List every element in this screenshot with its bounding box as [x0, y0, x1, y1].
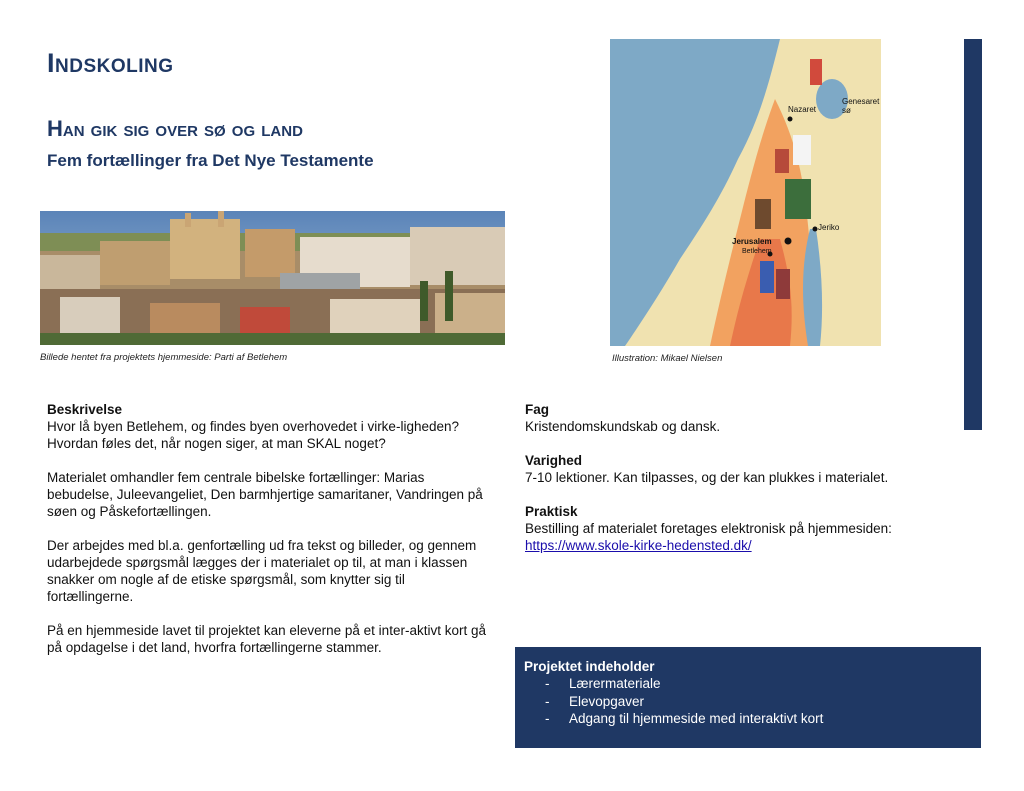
list-item: - Adgang til hjemmeside med interaktivt kort	[545, 711, 824, 726]
page-title: Han gik sig over sø og land	[47, 116, 303, 141]
beskrivelse-label: Beskrivelse	[47, 402, 123, 417]
bethlehem-photo	[40, 211, 505, 345]
varighed-label: Varighed	[525, 453, 583, 468]
map-label-nazaret: Nazaret	[788, 105, 817, 114]
description-p1: Hvor lå byen Betlehem, og findes byen overhovedet i virke-ligheden? Hvordan føles det, når nogen siger, at man SKAL noget?	[47, 419, 459, 451]
contents-list	[545, 675, 823, 728]
page-subtitle: Fem fortællinger fra Det Nye Testamente	[47, 151, 374, 170]
map-label-jeriko: Jeriko	[818, 223, 840, 232]
list-item-text: Elevopgaver	[569, 693, 645, 709]
praktisk-label: Praktisk	[525, 504, 578, 519]
map-label-genesaret: Genesaret sø	[842, 97, 880, 115]
contents-box-title: Projektet indeholder	[524, 659, 655, 674]
description-p3: Der arbejdes med bl.a. genfortælling ud fra tekst og billeder, og gennem udarbejdede spørgsmål lægges der i materialet op til, at man i klassen snakker om nogle af de etiske spørgsmål, som knytter sig til fortællingerne.	[47, 538, 477, 604]
map-illustration	[610, 39, 881, 346]
category-heading: Indskoling	[47, 48, 174, 78]
contents-box	[515, 647, 981, 748]
photo-caption: Billede hentet fra projektets hjemmeside: Parti af Betlehem	[40, 352, 288, 363]
description-column	[47, 401, 490, 673]
praktisk-text: Bestilling af materialet foretages elektronisk på hjemmesiden:	[525, 521, 892, 536]
fag-label: Fag	[525, 402, 550, 417]
website-link[interactable]: https://www.skole-kirke-hedensted.dk/	[525, 538, 752, 553]
list-item: - Lærermateriale	[545, 676, 661, 691]
varighed-text: 7-10 lektioner. Kan tilpasses, og der kan plukkes i materialet.	[525, 470, 889, 485]
description-p2: Materialet omhandler fem centrale bibelske fortællinger: Marias bebudelse, Juleevangeliet, Den barmhjertige samaritaner, Vandringen på søen og Påskefortællingen.	[47, 470, 483, 519]
map-label-betlehem: Betlehem	[742, 248, 772, 255]
list-item-text: Lærermateriale	[569, 676, 661, 691]
map-caption: Illustration: Mikael Nielsen	[612, 353, 723, 364]
list-item: - Elevopgaver	[545, 693, 645, 709]
map-label-jerusalem: Jerusalem	[732, 237, 772, 246]
list-item-text: Adgang til hjemmeside med interaktivt kort	[569, 711, 824, 726]
accent-sidebar	[964, 39, 982, 430]
info-column	[525, 401, 957, 571]
description-p4: På en hjemmeside lavet til projektet kan eleverne på et inter-aktivt kort gå på opdagelse i det land, hvorfra fortællingerne stammer.	[47, 623, 486, 655]
fag-text: Kristendomskundskab og dansk.	[525, 419, 721, 434]
